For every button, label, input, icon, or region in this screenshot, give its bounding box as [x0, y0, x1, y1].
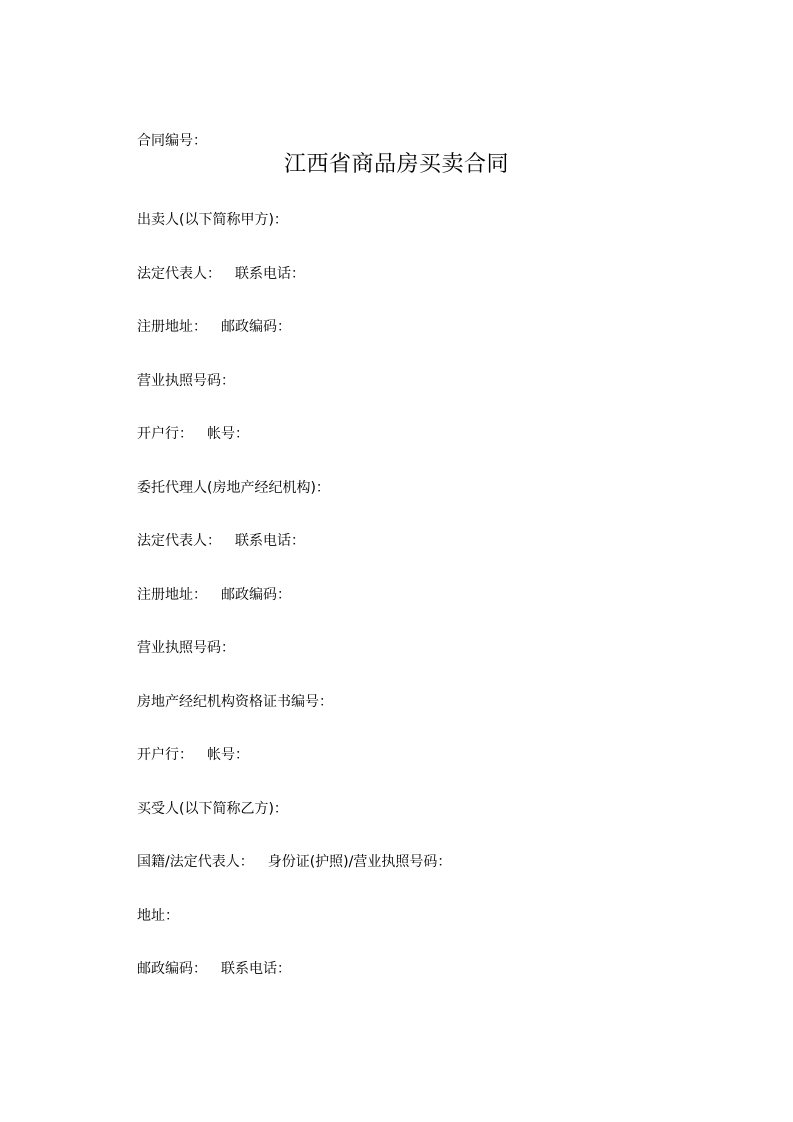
field-label-secondary: 邮政编码： [221, 586, 291, 603]
field-line [137, 371, 451, 425]
party-fields-list [137, 210, 451, 1013]
field-line [137, 317, 451, 371]
field-line [137, 692, 451, 746]
field-label: 法定代表人： [137, 265, 221, 282]
field-line [137, 478, 451, 532]
contract-number-label: 合同编号： [137, 133, 207, 149]
field-label-secondary: 联系电话： [235, 265, 305, 282]
field-line [137, 906, 451, 960]
field-label-secondary: 联系电话： [235, 533, 305, 549]
field-label: 委托代理人(房地产经纪机构)： [137, 479, 330, 496]
field-label: 开户行： [137, 426, 193, 442]
field-label: 房地产经纪机构资格证书编号： [137, 693, 333, 710]
field-label: 注册地址： [137, 319, 207, 335]
field-label: 开户行： [137, 747, 193, 763]
field-label-secondary: 身份证(护照)/营业执照号码： [267, 854, 452, 870]
field-line [137, 531, 451, 585]
field-line [137, 585, 451, 639]
field-line [137, 799, 451, 853]
field-line [137, 852, 451, 906]
field-label: 营业执照号码： [137, 372, 235, 389]
field-label: 法定代表人： [137, 533, 221, 549]
field-line [137, 959, 451, 1013]
field-label-secondary: 联系电话： [221, 961, 291, 977]
field-line [137, 638, 451, 692]
field-label: 营业执照号码： [137, 640, 235, 656]
field-label: 出卖人(以下简称甲方)： [137, 212, 288, 228]
field-label: 买受人(以下简称乙方)： [137, 800, 288, 817]
field-label: 注册地址： [137, 586, 207, 603]
document-title: 江西省商品房买卖合同 [283, 152, 509, 177]
field-label-secondary: 帐号： [207, 426, 249, 442]
field-label-secondary: 帐号： [207, 747, 249, 763]
field-line [137, 264, 451, 318]
field-label: 邮政编码： [137, 961, 207, 977]
field-line [137, 210, 451, 264]
field-line [137, 745, 451, 799]
field-label-secondary: 邮政编码： [221, 319, 291, 335]
field-label: 地址： [137, 907, 179, 924]
field-label: 国籍/法定代表人： [137, 854, 254, 870]
field-line [137, 424, 451, 478]
